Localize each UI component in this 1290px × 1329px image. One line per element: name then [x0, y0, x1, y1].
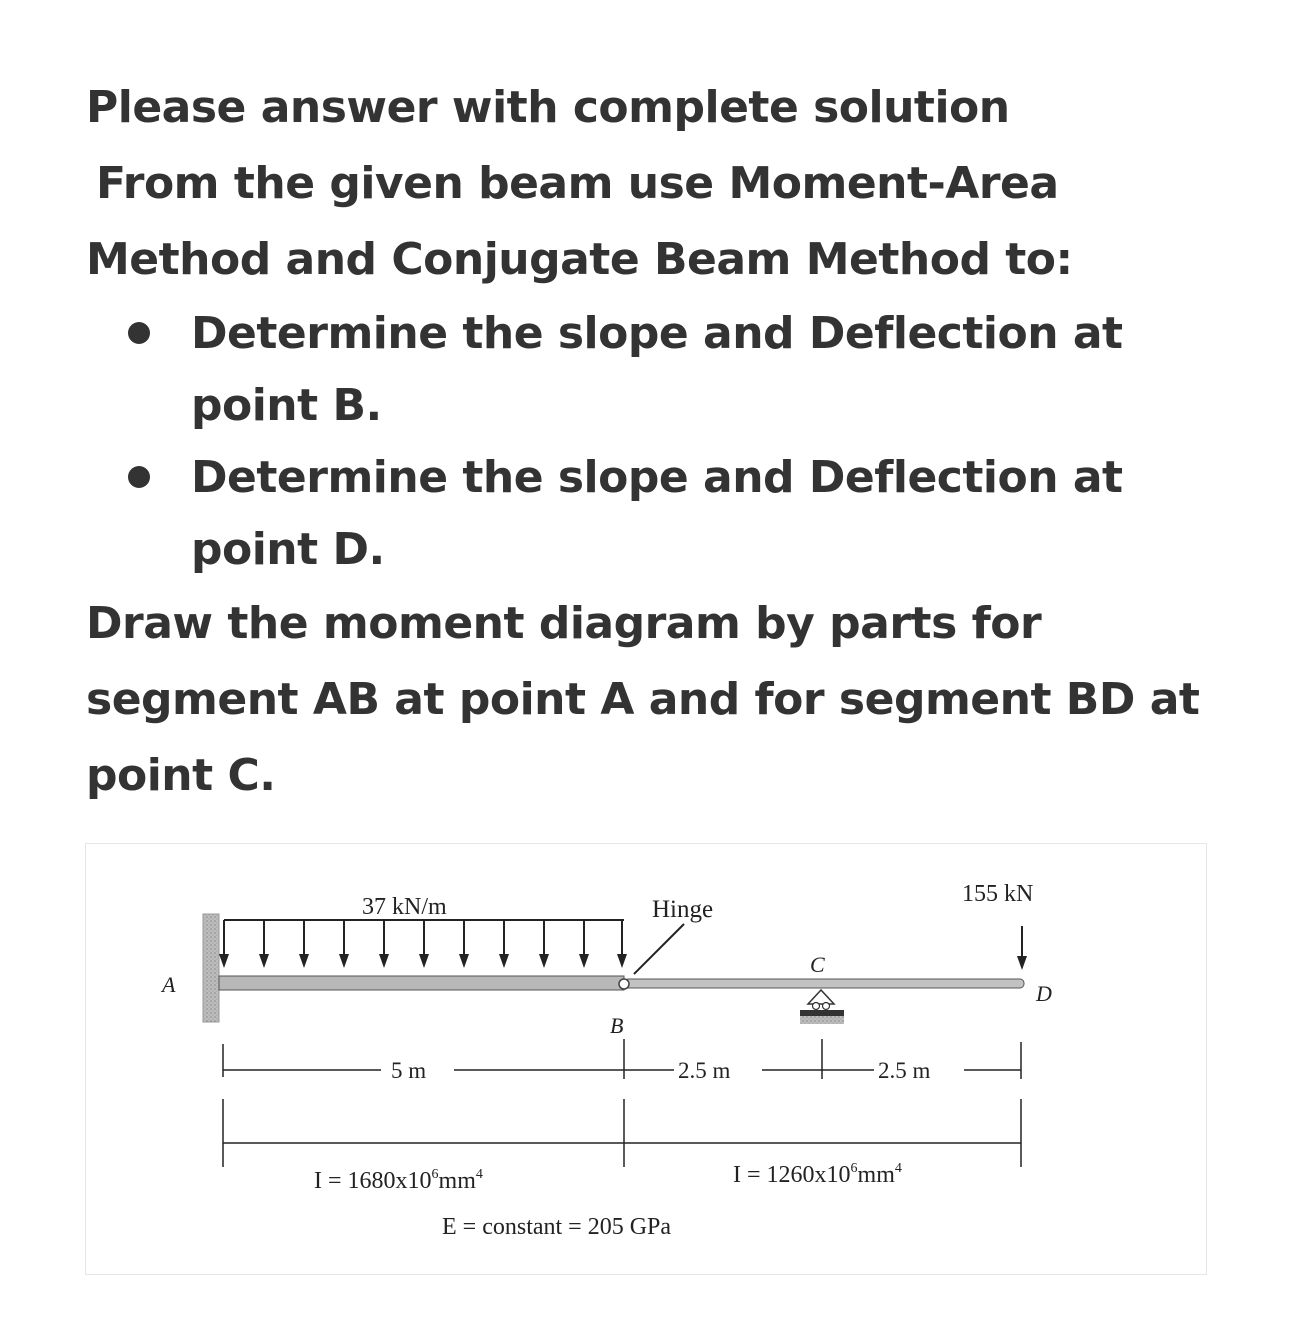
distributed-load [219, 920, 627, 968]
beam-figure [85, 843, 1207, 1275]
hinge-icon [619, 979, 629, 989]
inertia-bd-value: I = 1260x10 [733, 1162, 851, 1188]
hinge-leader-line [634, 924, 684, 974]
task-b-line-b: point B. [191, 380, 382, 431]
inertia-bd-exp: 6 [850, 1161, 858, 1176]
inertia-ab-exp: 6 [431, 1167, 439, 1182]
task-d-line-b: point D. [191, 524, 385, 575]
inertia-bd-unit-exp: 4 [894, 1161, 902, 1176]
load-arrow-icon [617, 920, 627, 968]
beam-diagram [86, 844, 1206, 1274]
load-arrow-icon [299, 920, 309, 968]
inertia-ab [314, 1167, 483, 1194]
inertia-ab-unit-exp: 4 [475, 1167, 483, 1182]
load-arrow-icon [339, 920, 349, 968]
inertia-bd-unit: mm [857, 1162, 895, 1188]
task-b-line-a: Determine the slope and Deflection at [191, 308, 1123, 359]
load-arrow-icon [499, 920, 509, 968]
load-arrow-icon [379, 920, 389, 968]
label-b: B [610, 1013, 624, 1038]
instruction-line-3: Method and Conjugate Beam Method to: [86, 234, 1073, 285]
dimension-cd: 2.5 m [878, 1058, 931, 1083]
beam-segment-ab [219, 976, 624, 990]
task-item-b [86, 298, 1236, 442]
inertia-ab-value: I = 1680x10 [314, 1168, 432, 1194]
dimension-ab: 5 m [391, 1058, 427, 1083]
hinge-label: Hinge [652, 896, 714, 923]
tail-line-3: point C. [86, 750, 276, 801]
task-item-d [86, 442, 1236, 586]
question-text [86, 70, 1236, 814]
task-list [86, 298, 1236, 586]
load-arrow-icon [259, 920, 269, 968]
beam-segment-bd [624, 979, 1024, 988]
load-arrow-icon [579, 920, 589, 968]
label-c: C [810, 952, 825, 977]
task-d-line-a: Determine the slope and Deflection at [191, 452, 1123, 503]
instruction-line-1: Please answer with complete solution [86, 82, 1010, 133]
distributed-load-label: 37 kN/m [362, 894, 447, 920]
point-load-label: 155 kN [962, 881, 1034, 907]
point-load-arrow-icon [1017, 926, 1027, 970]
bullet-icon [128, 466, 150, 488]
dimension-bc: 2.5 m [678, 1058, 731, 1083]
inertia-bd [733, 1161, 902, 1188]
tail-line-1: Draw the moment diagram by parts for [86, 598, 1042, 649]
label-d: D [1036, 981, 1052, 1006]
fixed-support-icon [203, 914, 219, 1022]
load-arrow-icon [459, 920, 469, 968]
roller-support-icon [800, 990, 844, 1024]
label-a: A [162, 972, 176, 997]
load-arrow-icon [539, 920, 549, 968]
inertia-ab-unit: mm [438, 1168, 476, 1194]
instruction-line-2: From the given beam use Moment-Area [96, 158, 1059, 209]
load-arrow-icon [419, 920, 429, 968]
load-arrow-icon [219, 920, 229, 968]
tail-line-2: segment AB at point A and for segment BD at [86, 674, 1200, 725]
bullet-icon [128, 322, 150, 344]
modulus-label: E = constant = 205 GPa [442, 1214, 672, 1240]
